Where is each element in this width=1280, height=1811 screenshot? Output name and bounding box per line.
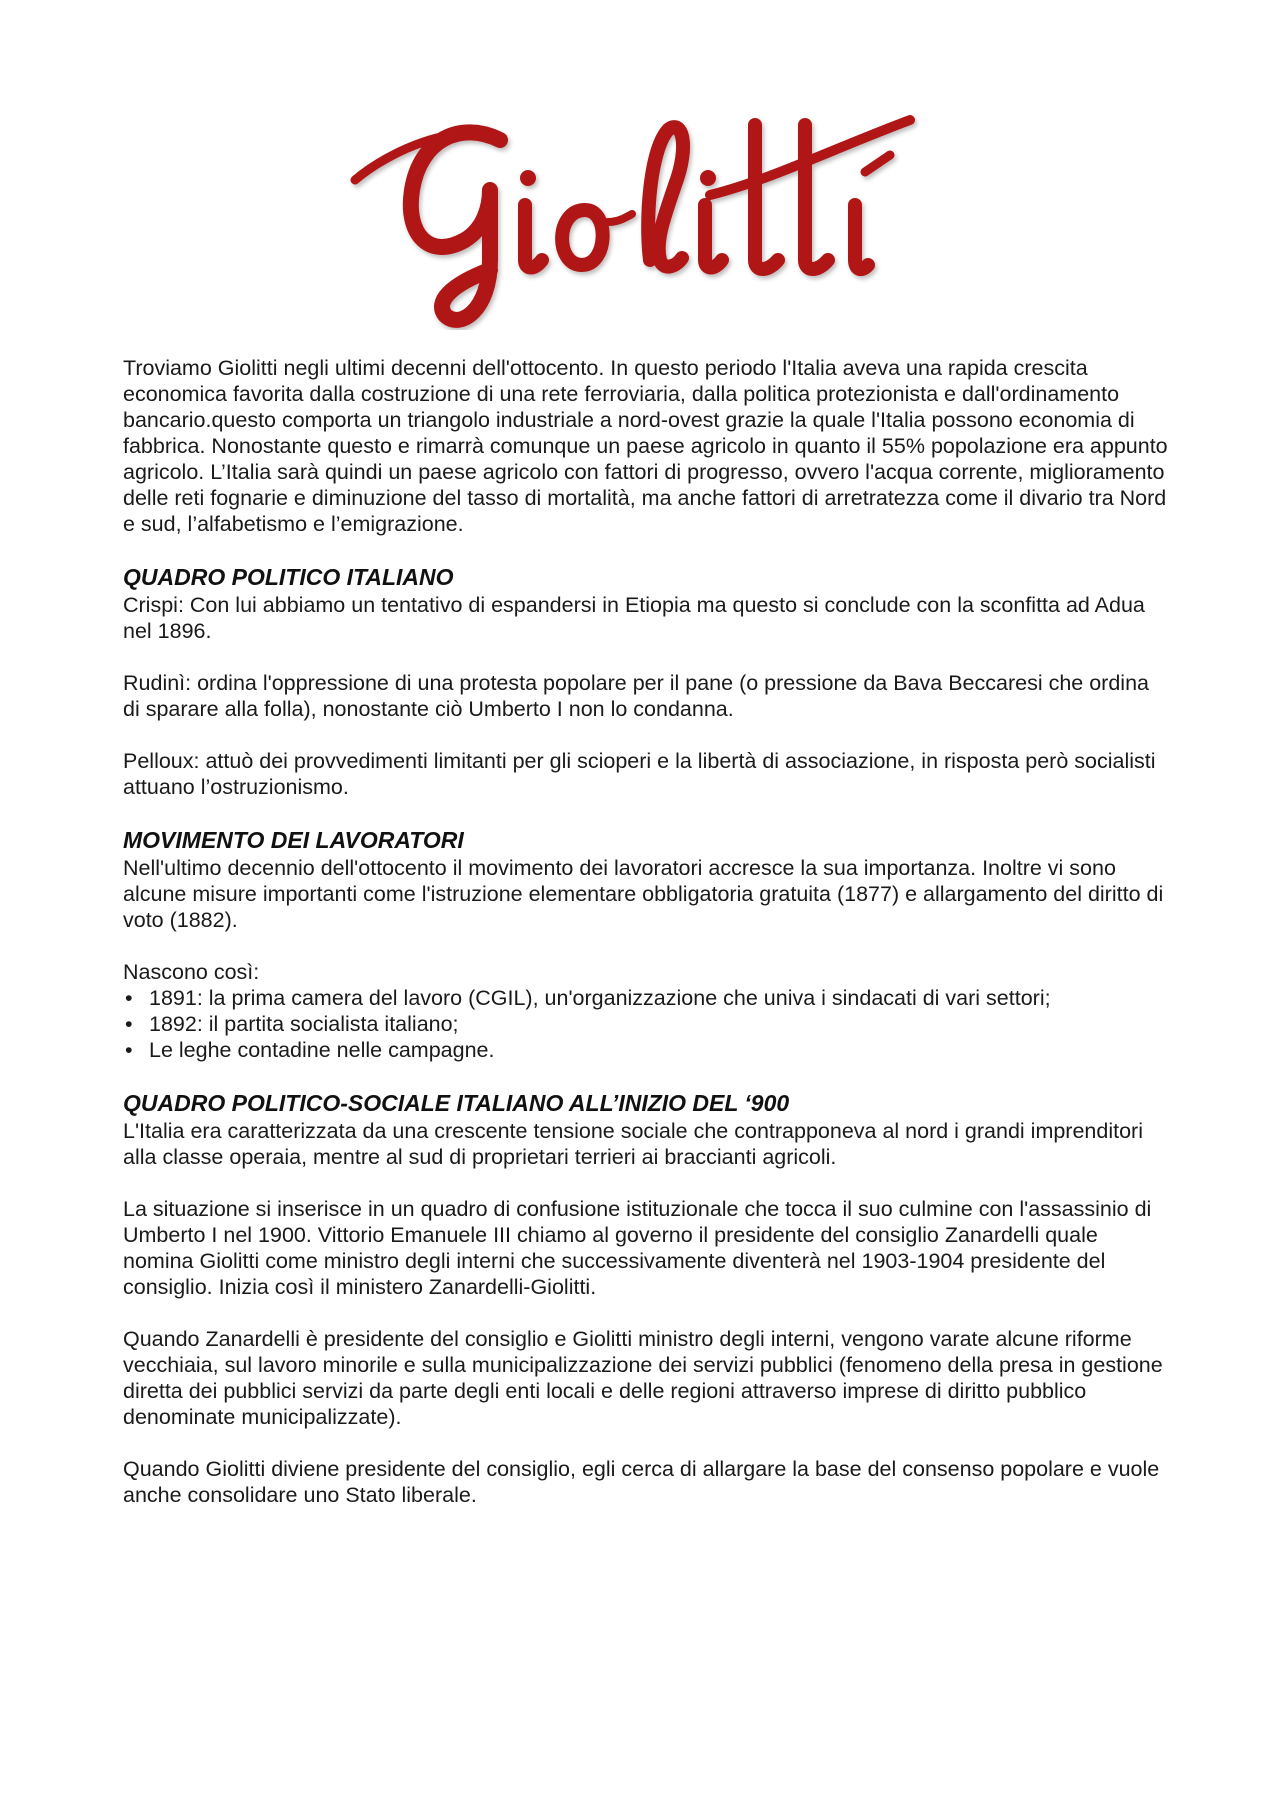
bullet-list xyxy=(123,985,1168,1063)
paragraph-crispi: Crispi: Con lui abbiamo un tentativo di espandersi in Etiopia ma questo si conclude con la sconfitta ad Adua nel 1896. xyxy=(123,593,1145,643)
paragraph-pelloux: Pelloux: attuò dei provvedimenti limitanti per gli scioperi e la libertà di associazione, in risposta però socialisti attuano l’ostruzionismo. xyxy=(123,749,1156,799)
section-movimento-lavoratori xyxy=(123,826,1168,1063)
document-body xyxy=(123,355,1168,1534)
intro-paragraph: Troviamo Giolitti negli ultimi decenni dell'ottocento. In questo periodo l'Italia aveva una rapida crescita economica favorita dalla costruzione di una rete ferroviaria, dalla politica protezionista e dall'ordinamento bancario.questo comporta un triangolo industriale a nord-ovest grazie la quale l'Italia possono economia di fabbrica. Nonostante questo e rimarrà comunque un paese agricolo in quanto il 55% popolazione era appunto agricolo. L’Italia sarà quindi un paese agricolo con fattori di progresso, ovvero l'acqua corrente, miglioramento delle reti fognarie e diminuzione del tasso di mortalità, ma anche fattori di arretratezza come il divario tra Nord e sud, l’alfabetismo e l’emigrazione. xyxy=(123,356,1168,536)
logo-giolitti-wordmark xyxy=(350,110,930,330)
section-heading: MOVIMENTO DEI LAVORATORI xyxy=(123,827,464,853)
paragraph-movimento: Nell'ultimo decennio dell'ottocento il movimento dei lavoratori accresce la sua importanza. Inoltre vi sono alcune misure importanti come l'istruzione elementare obbligatoria gratuita (1877) e allargamento del diritto di voto (1882). xyxy=(123,856,1164,932)
list-item: • 1892: il partita socialista italiano; xyxy=(123,1011,1168,1037)
paragraph-tensione: L'Italia era caratterizzata da una crescente tensione sociale che contrapponeva al nord i grandi imprenditori alla classe operaia, mentre al sud di proprietari terrieri ai braccianti agricoli. xyxy=(123,1119,1143,1169)
section-heading: QUADRO POLITICO-SOCIALE ITALIANO ALL’INIZIO DEL ‘900 xyxy=(123,1090,790,1116)
paragraph-riforme: Quando Zanardelli è presidente del consiglio e Giolitti ministro degli interni, vengono varate alcune riforme vecchiaia, sul lavoro minorile e sulla municipalizzazione dei servizi pubblici (fenomeno della presa in gestione diretta dei pubblici servizi da parte degli enti locali e delle regioni attraverso imprese di diritto pubblico denominate municipalizzate). xyxy=(123,1327,1163,1429)
title-logo xyxy=(350,110,930,330)
paragraph-situazione: La situazione si inserisce in un quadro di confusione istituzionale che tocca il suo culmine con l'assassinio di Umberto I nel 1900. Vittorio Emanuele III chiamo al governo il presidente del consiglio Zanardelli quale nomina Giolitti come ministro degli interni che successivamente diventerà nel 1903-1904 presidente del consiglio. Inizia così il ministero Zanardelli-Giolitti. xyxy=(123,1197,1152,1299)
section-quadro-politico xyxy=(123,563,1168,800)
paragraph-rudini: Rudinì: ordina l'oppressione di una protesta popolare per il pane (o pressione da Bava Beccaresi che ordina di sparare alla folla), nonostante ciò Umberto I non lo condanna. xyxy=(123,671,1149,721)
section-heading: QUADRO POLITICO ITALIANO xyxy=(123,564,454,590)
paragraph-consenso: Quando Giolitti diviene presidente del consiglio, egli cerca di allargare la base del consenso popolare e vuole anche consolidare uno Stato liberale. xyxy=(123,1457,1160,1507)
paragraph-nascono: Nascono così: xyxy=(123,960,260,984)
list-item: • Le leghe contadine nelle campagne. xyxy=(123,1037,1168,1063)
list-item: • 1891: la prima camera del lavoro (CGIL), un'organizzazione che univa i sindacati di vari settori; xyxy=(123,985,1168,1011)
section-quadro-sociale-900 xyxy=(123,1089,1168,1508)
